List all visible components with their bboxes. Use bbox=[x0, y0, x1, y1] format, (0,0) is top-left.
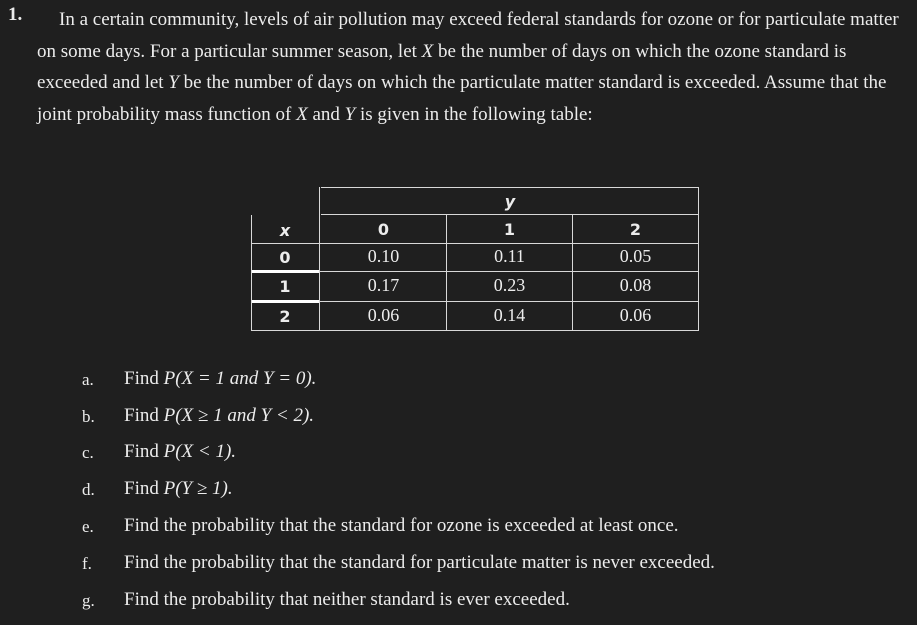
table-cell: 0.14 bbox=[493, 305, 526, 325]
question-text: Find P(X = 1 and Y = 0). bbox=[124, 368, 317, 389]
row-header: 1 bbox=[279, 277, 291, 296]
table-rule bbox=[251, 300, 319, 303]
table-border-top bbox=[321, 187, 699, 188]
row-header: 2 bbox=[279, 307, 291, 326]
table-cell: 0.11 bbox=[494, 246, 525, 266]
intro-text-2: be the number of days on which the ozone standard is exceeded and let bbox=[37, 40, 847, 94]
table-rule bbox=[319, 301, 699, 302]
question-text: Find P(Y ≥ 1). bbox=[124, 478, 233, 499]
intro-text-5: is given in the following table: bbox=[355, 103, 593, 125]
intro-text-3: be the number of days on which the particulate matter standard is exceeded. Assume that the joint probability mass function of bbox=[37, 72, 887, 125]
table-cell: 0.17 bbox=[367, 275, 400, 295]
question-letter: a. bbox=[82, 370, 94, 389]
table-cell: 0.08 bbox=[619, 275, 652, 295]
question-b bbox=[0, 401, 917, 433]
question-c bbox=[0, 437, 917, 469]
table-rule bbox=[319, 271, 699, 272]
math-expression: P(X = 1 and Y = 0). bbox=[163, 368, 317, 389]
table-cell: 0.06 bbox=[619, 305, 652, 325]
question-e bbox=[0, 511, 917, 543]
table-rule bbox=[321, 214, 699, 215]
question-letter: f. bbox=[82, 554, 92, 573]
question-letter: g. bbox=[82, 591, 95, 610]
question-g bbox=[0, 585, 917, 617]
question-letter: b. bbox=[82, 407, 95, 426]
var-y: Y bbox=[168, 72, 179, 94]
table-cell: 0.23 bbox=[493, 275, 526, 295]
problem-number: 1. bbox=[8, 4, 23, 25]
var-y: Y bbox=[344, 103, 356, 125]
var-x: X bbox=[296, 103, 308, 125]
question-a bbox=[0, 364, 917, 396]
question-letter: e. bbox=[82, 517, 94, 536]
question-text: Find the probability that neither standard is ever exceeded. bbox=[124, 589, 570, 610]
table-rule bbox=[251, 270, 319, 273]
math-expression: P(X < 1). bbox=[163, 441, 237, 462]
var-x: X bbox=[421, 40, 434, 62]
question-f bbox=[0, 548, 917, 580]
intro-text-1: In a certain community, levels of air pollution may exceed federal standards for ozone or for particulate matter on some days. For a particular summer season, let bbox=[37, 9, 899, 62]
table-cell: 0.10 bbox=[367, 246, 400, 266]
question-d bbox=[0, 474, 917, 506]
row-variable-label: x bbox=[279, 221, 291, 240]
math-expression: P(Y ≥ 1). bbox=[163, 478, 233, 499]
question-text: Find the probability that the standard for ozone is exceeded at least once. bbox=[124, 515, 679, 536]
question-letter: d. bbox=[82, 480, 95, 499]
joint-pmf-table bbox=[251, 187, 699, 331]
column-header: 2 bbox=[629, 220, 642, 239]
table-rule bbox=[319, 187, 320, 331]
question-text: Find the probability that the standard for particulate matter is never exceeded. bbox=[124, 552, 715, 573]
table-cell: 0.06 bbox=[367, 305, 400, 325]
column-header: 1 bbox=[503, 220, 516, 239]
table-cell: 0.05 bbox=[619, 246, 652, 266]
math-expression: P(X ≥ 1 and Y < 2). bbox=[163, 405, 315, 426]
intro-text-4: and bbox=[307, 103, 345, 125]
question-text: Find P(X < 1). bbox=[124, 441, 237, 462]
question-letter: c. bbox=[82, 443, 94, 462]
column-header: 0 bbox=[377, 220, 390, 239]
column-variable-label: y bbox=[504, 192, 516, 211]
problem-statement bbox=[37, 4, 907, 130]
row-header: 0 bbox=[279, 248, 291, 267]
question-text: Find P(X ≥ 1 and Y < 2). bbox=[124, 405, 315, 426]
